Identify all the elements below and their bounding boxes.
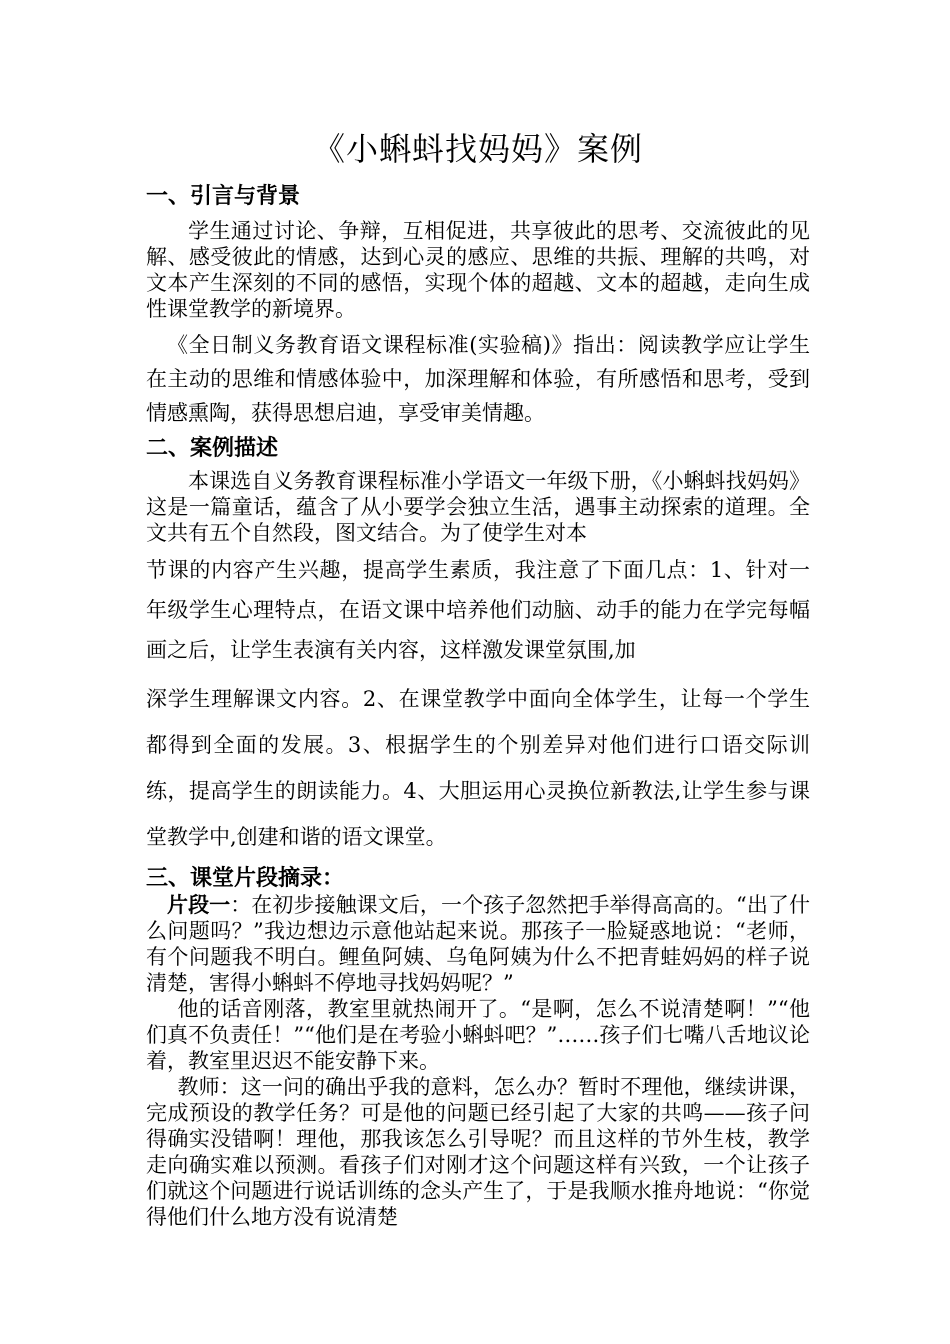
- section-heading-description: 二、案例描述: [146, 436, 279, 461]
- paragraph-intro-1: 学生通过讨论、争辩，互相促进，共享彼此的思考、交流彼此的见解、感受彼此的情感，达到心灵的感应、思维的共振、理解的共鸣，对文本产生深刻的不同的感悟，实现个体的超越、文本的超越，走向生成性课堂教学的新境界。: [146, 219, 810, 321]
- document-title: 《小蝌蚪找妈妈》案例: [312, 130, 643, 168]
- section-heading-excerpt: 三、课堂片段摘录：: [146, 866, 345, 891]
- fragment-text: ：在初步接触课文后，一个孩子忽然把手举得高高的。“出了什么问题吗？”我边想边示意他站起来说。那孩子一脸疑惑地说：“老师，有个问题我不明白。鲤鱼阿姨、乌龟阿姨为什么不把青蛙妈妈的样子说清楚，害得小蝌蚪不停地寻找妈妈呢？”: [146, 893, 811, 995]
- paragraph-intro-2: 《全日制义务教育语文课程标准(实验稿)》指出：阅读教学应让学生在主动的思维和情感体验中，加深理解和体验，有所感悟和思考，受到情感熏陶，获得思想启迪，享受审美情趣。: [146, 333, 810, 425]
- paragraph-fragment-3: 教师：这一问的确出乎我的意料，怎么办？暂时不理他，继续讲课，完成预设的教学任务？可是他的问题已经引起了大家的共鸣——孩子问得确实没错啊！理他，那我该怎么引导呢？而且这样的节外生枝，教学走向确实难以预测。看孩子们对刚才这个问题这样有兴致，一个让孩子们就这个问题进行说话训练的念头产生了，于是我顺水推舟地说：“你觉得他们什么地方没有说清楚: [146, 1075, 810, 1229]
- section-heading-intro: 一、引言与背景: [146, 184, 301, 209]
- fragment-label: 片段一: [167, 892, 231, 917]
- document-page: [146, 120, 810, 1230]
- paragraph-fragment-2: 他的话音刚落，教室里就热闹开了。“是啊，怎么不说清楚啊！”“他们真不负责任！”“他们是在考验小蝌蚪吧？”……孩子们七嘴八舌地议论着，教室里迟迟不能安静下来。: [146, 997, 810, 1073]
- paragraph-description-1: 本课选自义务教育课程标准小学语文一年级下册，《小蝌蚪找妈妈》这是一篇童话，蕴含了从小要学会独立生活，遇事主动探索的道理。全文共有五个自然段，图文结合。为了使学生对本: [146, 469, 810, 545]
- paragraph-description-2: 节课的内容产生兴趣，提高学生素质，我注意了下面几点：1、针对一年级学生心理特点，在语文课中培养他们动脑、动手的能力在学完每幅画之后，让学生表演有关内容，这样激发课堂氛围,加: [146, 558, 810, 662]
- paragraph-fragment-1: [146, 892, 810, 996]
- paragraph-description-3: 深学生理解课文内容。2、在课堂教学中面向全体学生，让每一个学生都得到全面的发展。3、根据学生的个别差异对他们进行口语交际训练，提高学生的朗读能力。4、大胆运用心灵换位新教法,让学生参与课堂教学中,创建和谐的语文课堂。: [146, 687, 810, 849]
